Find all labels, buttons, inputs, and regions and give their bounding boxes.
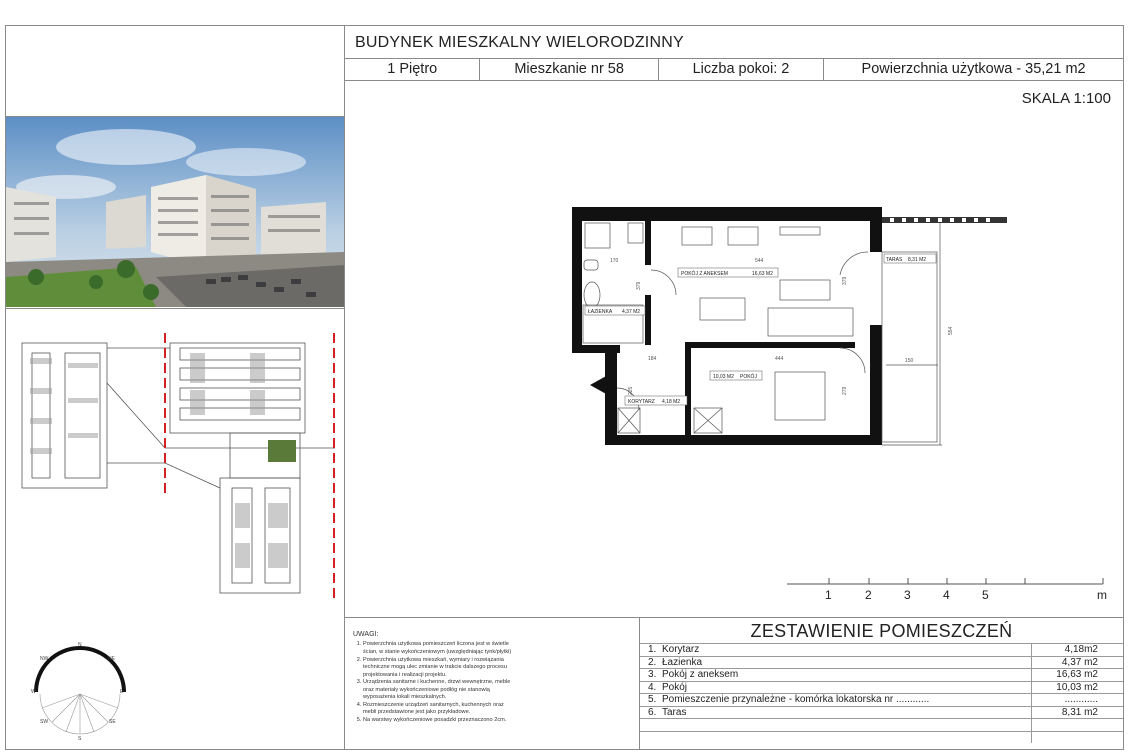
row-nr xyxy=(640,719,662,731)
floor-label: 1 Piętro xyxy=(345,59,480,80)
building-title: BUDYNEK MIESZKALNY WIELORODZINNY xyxy=(355,34,684,51)
ruler-tick: 4 xyxy=(943,588,950,602)
label-bathroom: ŁAZIENKA xyxy=(588,309,613,315)
row-nr xyxy=(640,732,662,744)
dim-text: 444 xyxy=(775,356,784,362)
compass-rose xyxy=(30,636,130,744)
table-row xyxy=(640,656,1123,669)
compass-label: N xyxy=(78,642,82,648)
site-plan xyxy=(10,328,345,608)
compass-label: NE xyxy=(108,656,115,662)
row-area: 10,03 m2 xyxy=(1031,682,1123,694)
divider-left-mid xyxy=(5,308,344,309)
table-row xyxy=(640,668,1123,681)
row-name xyxy=(662,732,1031,744)
dim-text: 170 xyxy=(610,258,619,264)
row-area: 4,37 m2 xyxy=(1031,657,1123,669)
label-living: POKÓJ Z ANEKSEM xyxy=(681,271,728,277)
table-row xyxy=(640,718,1123,731)
rooms-count-label: Liczba pokoi: 2 xyxy=(659,59,824,80)
row-nr: 4. xyxy=(648,681,657,693)
row-nr: 6. xyxy=(648,706,657,718)
compass-label: NW xyxy=(40,656,49,662)
summary-title: ZESTAWIENIE POMIESZCZEŃ xyxy=(750,621,1013,641)
dim-text: 184 xyxy=(648,356,657,362)
note-item: 3. Urządzenia sanitarne i kuchenne, drzwi wewnętrzne, meble oraz materiały wykończeniowe podłóg nie stanowią wyposażenia lokali mieszkalnych. xyxy=(363,679,518,702)
ruler-tick: 1 xyxy=(825,588,832,602)
floor-plan xyxy=(570,190,1010,460)
compass-label: SE xyxy=(109,719,116,725)
row-name xyxy=(662,719,1031,731)
row-name: Łazienka xyxy=(662,656,703,668)
row-nr: 3. xyxy=(648,669,657,680)
dim-text: 150 xyxy=(905,358,914,364)
note-item: 4. Rozmieszczenie urządzeń sanitarnych, kuchennych oraz mebli przedstawione jest jako przykładowe. xyxy=(363,702,518,717)
table-row xyxy=(640,706,1123,719)
dim-text: 225 xyxy=(628,386,634,395)
scale-label: SKALA 1:100 xyxy=(1021,90,1111,107)
label-room-area: 10,03 M2 xyxy=(713,374,734,380)
notes-heading: UWAGI: xyxy=(353,631,379,638)
row-name: Pomieszczenie przynależne - komórka lokatorska nr ............ xyxy=(662,694,930,705)
ruler-tick: 2 xyxy=(865,588,872,602)
row-area xyxy=(1031,732,1123,744)
ruler-tick: 5 xyxy=(982,588,989,602)
highlight-unit xyxy=(268,440,296,462)
row-area: 8,31 m2 xyxy=(1031,707,1123,719)
summary-table xyxy=(640,643,1123,743)
row-nr: 5. xyxy=(648,694,657,705)
row-nr: 1. xyxy=(648,644,657,655)
row-name: Korytarz xyxy=(662,644,700,655)
dim-text: 379 xyxy=(842,276,848,285)
row-area xyxy=(1031,719,1123,731)
label-terrace: TARAS xyxy=(886,257,903,263)
row-name: Pokój xyxy=(662,681,688,693)
row-name: Pokój z aneksem xyxy=(662,669,739,680)
table-row xyxy=(640,681,1123,694)
dim-text: 544 xyxy=(755,258,764,264)
notes xyxy=(353,630,518,724)
label-living-area: 16,63 M2 xyxy=(752,271,773,277)
table-row xyxy=(640,731,1123,744)
table-row xyxy=(640,643,1123,656)
row-nr: 2. xyxy=(648,656,657,668)
label-bathroom-area: 4,37 M2 xyxy=(622,309,641,315)
note-item: 5. Na warstwy wykończeniowe posadzki przeznaczono 2cm. xyxy=(363,717,518,725)
usable-area-label: Powierzchnia użytkowa - 35,21 m2 xyxy=(861,61,1086,77)
building-rendering xyxy=(6,117,344,307)
table-row xyxy=(640,693,1123,706)
scale-ruler xyxy=(785,578,1105,618)
label-corridor: KORYTARZ xyxy=(628,399,655,405)
note-item: 1. Powierzchnia użytkowa pomieszczeń liczona jest w świetle ścian, w stanie wykończeniowym (uwzględniając tynk/płytki) xyxy=(363,641,518,656)
label-room: POKÓJ xyxy=(740,374,757,380)
ruler-unit: m xyxy=(1097,588,1107,602)
label-corridor-area: 4,18 M2 xyxy=(662,399,681,405)
row-area: ............ xyxy=(1031,694,1123,706)
compass-label: W xyxy=(31,689,36,695)
dim-text: 279 xyxy=(842,386,848,395)
ruler-tick: 3 xyxy=(904,588,911,602)
info-row xyxy=(345,58,1123,81)
compass-label: E xyxy=(120,689,124,695)
row-name: Taras xyxy=(662,706,687,718)
entrance-arrow-icon xyxy=(590,375,608,395)
label-terrace-area: 8,31 M2 xyxy=(908,257,927,263)
row-area: 16,63 m2 xyxy=(1031,669,1123,681)
dim-text: 379 xyxy=(636,281,642,290)
compass-label: SW xyxy=(40,719,49,725)
row-area: 4,18m2 xyxy=(1031,644,1123,656)
note-item: 2. Powierzchnia użytkowa mieszkań, wymiary i rozwiązania techniczne mogą ulec zmianie w trakcie dalszego procesu projektowania i realizacji projektu. xyxy=(363,657,518,680)
dim-text: 554 xyxy=(948,326,954,335)
apartment-label: Mieszkanie nr 58 xyxy=(480,59,658,80)
compass-label: S xyxy=(78,736,82,742)
